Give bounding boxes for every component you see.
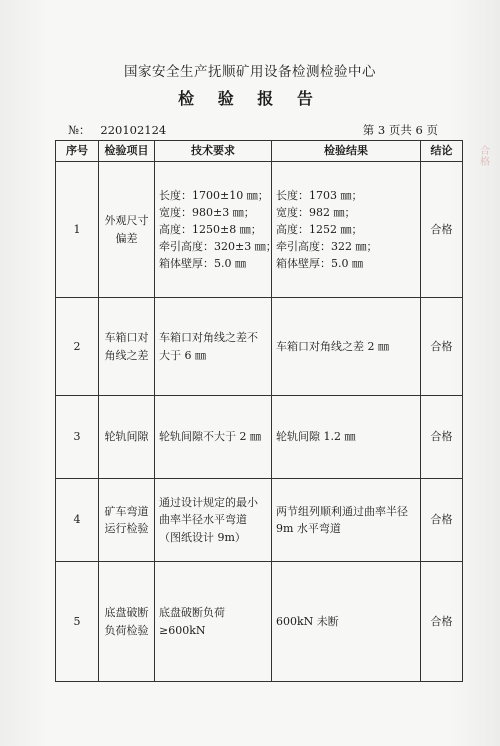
inspection-result <box>272 162 421 298</box>
margin-seal-stamp: 合 格 <box>480 146 490 168</box>
conclusion: 合格 <box>421 479 463 562</box>
row-number: 3 <box>56 396 99 479</box>
inspection-result: 600kN 未断 <box>272 562 421 682</box>
inspection-item: 轮轨间隙 <box>99 396 155 479</box>
requirement-line: 牵引高度：320±3 ㎜； <box>159 240 277 254</box>
inspection-table <box>55 140 463 682</box>
inspection-item: 底盘破断负荷检验 <box>99 562 155 682</box>
report-title: 检 验 报 告 <box>178 89 322 108</box>
table-header-row <box>56 141 463 162</box>
inspection-result: 车箱口对角线之差 2 ㎜ <box>272 298 421 396</box>
inspection-result: 两节组列顺利通过曲率半径 9m 水平弯道 <box>272 479 421 562</box>
table-row <box>56 562 463 682</box>
inspection-item: 外观尺寸偏差 <box>99 162 155 298</box>
col-header-requirement: 技术要求 <box>155 141 272 162</box>
col-header-no: 序号 <box>56 141 99 162</box>
technical-requirement: 车箱口对角线之差不大于 6 ㎜ <box>155 298 272 396</box>
col-header-conclusion: 结论 <box>421 141 463 162</box>
table-row <box>56 298 463 396</box>
result-line: 长度：1703 ㎜； <box>276 188 363 202</box>
row-number: 2 <box>56 298 99 396</box>
report-number-value: 220102124 <box>100 123 167 137</box>
conclusion: 合格 <box>421 298 463 396</box>
report-number <box>68 122 166 138</box>
table-row <box>56 162 463 298</box>
requirement-line: 宽度：980±3 ㎜； <box>159 205 255 219</box>
result-line: 宽度：982 ㎜； <box>276 205 356 219</box>
organization-name: 国家安全生产抚顺矿用设备检测检验中心 <box>124 64 376 80</box>
inspection-item: 矿车弯道运行检验 <box>99 479 155 562</box>
col-header-item: 检验项目 <box>99 141 155 162</box>
requirement-line: 高度：1250±8 ㎜； <box>159 222 262 236</box>
inspection-item: 车箱口对角线之差 <box>99 298 155 396</box>
technical-requirement: 轮轨间隙不大于 2 ㎜ <box>155 396 272 479</box>
requirement-line: 箱体壁厚：5.0 ㎜ <box>159 257 246 271</box>
conclusion: 合格 <box>421 562 463 682</box>
result-line: 高度：1252 ㎜； <box>276 222 363 236</box>
row-number: 1 <box>56 162 99 298</box>
technical-requirement: 通过设计规定的最小曲率半径水平弯道（图纸设计 9m） <box>155 479 272 562</box>
technical-requirement: 底盘破断负荷≥600kN <box>155 562 272 682</box>
col-header-result: 检验结果 <box>272 141 421 162</box>
row-number: 4 <box>56 479 99 562</box>
table-row <box>56 396 463 479</box>
result-line: 箱体壁厚：5.0 ㎜ <box>276 257 363 271</box>
conclusion: 合格 <box>421 396 463 479</box>
row-number: 5 <box>56 562 99 682</box>
conclusion: 合格 <box>421 162 463 298</box>
table-row <box>56 479 463 562</box>
report-number-label: №： <box>68 123 91 137</box>
page-info: 第 3 页共 6 页 <box>362 123 438 137</box>
requirement-line: 长度：1700±10 ㎜； <box>159 188 269 202</box>
inspection-result: 轮轨间隙 1.2 ㎜ <box>272 396 421 479</box>
technical-requirement <box>155 162 277 298</box>
result-line: 牵引高度：322 ㎜； <box>276 240 378 254</box>
